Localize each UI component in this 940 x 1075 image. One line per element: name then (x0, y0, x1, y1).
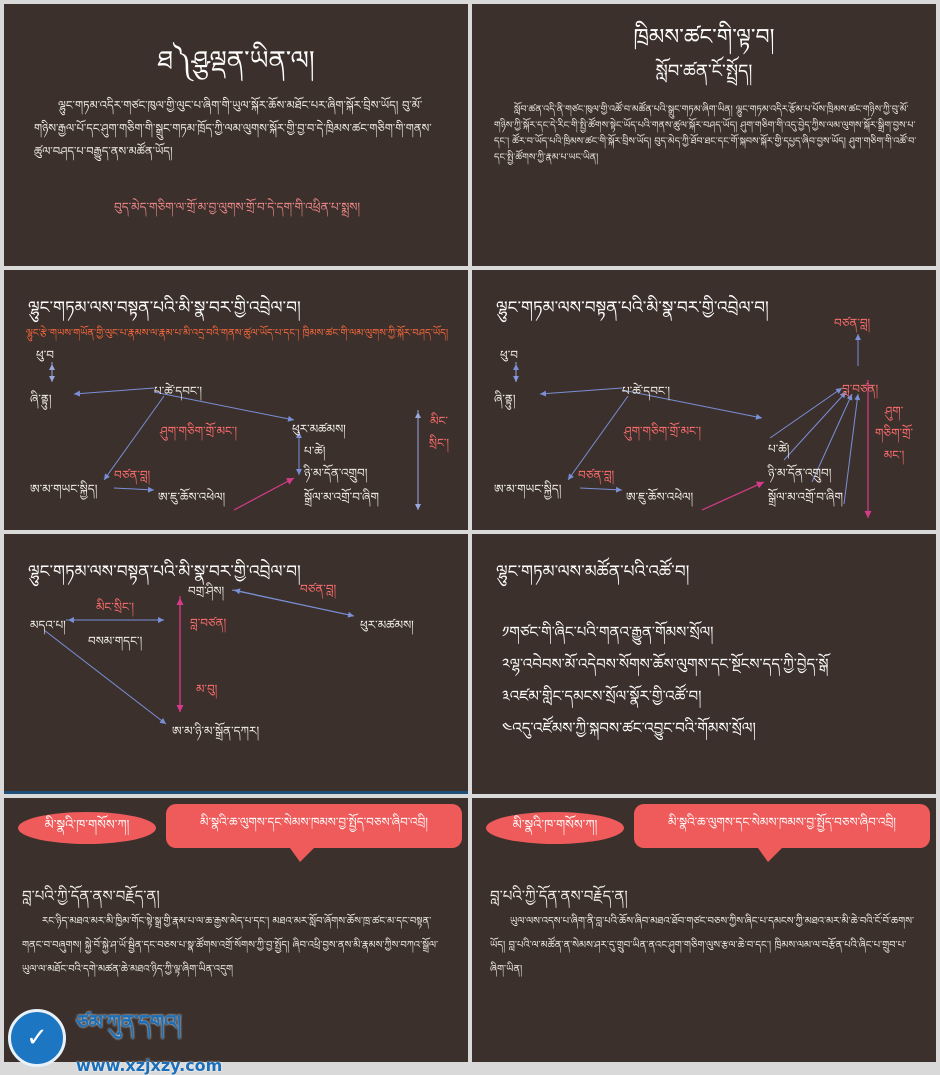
bubble-tail (290, 848, 314, 862)
life-item-4: ༤འདུ་འཛོམས་ཀྱི་སྐབས་ཚང་འབྱུང་བའི་གོམས་སྲོལ། (502, 719, 756, 737)
slide-heading: ལྷུང་གཏམ་ལས་བསྟན་པའི་མི་སྣ་བར་གྱི་འབྲེལ་བ། (496, 298, 769, 318)
bubble-tail (758, 848, 782, 862)
logo-url: www.xzjxzy.com (76, 1056, 223, 1075)
slide-bottom-bar (4, 791, 468, 794)
node-aju: ཨ་ཇུ་ཆོས་འཕེལ། (626, 490, 694, 504)
relations-note: ལྷུང་རྩེ་གཡས་གཡོན་གྱི་ལུང་པ་རྣམས་ལ་རྣམ་པ་མི་འདྲ་བའི་གནས་ཚུལ་ཡོད་པ་དང་། ཁྲིམས་ཚང་གི་ལམ་ལུགས་ཀྱི་སྐོར་བཤད་ཡོད། (26, 328, 449, 339)
slide-title: ཁྲིམས་ཚང་གི་ལྟ་བ། (633, 25, 775, 50)
node-ama: ཨ་མ་གཡང་སྐྱིད། (30, 482, 98, 496)
section-bubble: མི་སྣའི་ཆ་ལུགས་དང་སེམས་ཁམས་བྱ་སྤྱོད་བཅས་ཞིབ་འབྲི། (634, 804, 930, 848)
node-zhinyu: ཞི་ནྟུ། (494, 392, 516, 406)
slide-intro (4, 4, 468, 266)
label-tsenla-top: བཙན་བླ། (834, 316, 871, 330)
life-item-1: ༡གཙང་གི་ཞིང་པའི་གནའ་རྒྱུན་གོམས་སྲོལ། (502, 623, 714, 641)
slide-heading: ལྷུང་གཏམ་ལས་བསྟན་པའི་མི་སྣ་བར་གྱི་འབྲེལ་བ། (28, 562, 301, 582)
characters-paragraph: ཡུལ་ལས་འདས་པ་ཞིག་ནི་བླ་པའི་ཆོས་ཞིབ་མཐའ་ཐོབ་གཙང་བཅས་ཀྱིས་ཞིང་པ་དམངས་ཀྱི་མཐའ་མར་མི་ཆེ་བའི་ངོ་བོ་ཆགས་ཡོད། བླ་པའི་ལ་མཚོན་ན་སེམས་ཤར་དུ་གྲུབ་ཡིན་ནའང་ཤུག་གཅིག་ལུས་རྩལ་ཆེ་བ་དང་། ཁྲིམས་ལམ་ལ་བརྩོན་པའི་ཞིང་པ་གྲུབ་པ་ཞིག་ཡིན། (490, 916, 915, 975)
slide-relations-2 (472, 270, 936, 530)
logo-name: ཙམ་ཀུན་དགའ། (76, 1010, 182, 1034)
node-patse: པ་ཚེ། (304, 444, 326, 458)
node-nyima: ཉི་མ་དོན་འགྲུབ། (304, 466, 368, 480)
slide-characters-2 (472, 798, 936, 1062)
intro-highlight: བུད་མེད་གཅིག་ལ་གྲོ་མ་བྱ་ལུགས་གྲོ་བ་དེ་དག་གི་འཕྲིན་པ་སྨྲས། (114, 200, 361, 214)
slide-life (472, 534, 936, 794)
label-shug: ཤུག་གཅིག་གྲོ་མང་། (160, 424, 238, 438)
node-nyima: ཉི་མ་དོན་འགྲུབ། (768, 466, 832, 480)
node-dapa: མདའ་པ། (30, 618, 66, 632)
label-tsenla: བཙན་བླ། (578, 468, 615, 482)
relation-arrows (4, 534, 468, 794)
label-latsen: བླ་བཙན། (842, 382, 879, 396)
node-phurtsam: ཕུར་མཚམས། (292, 422, 346, 436)
slide-title: ཐ༽ཤྩལྡན་ཡིན་ལ། (157, 46, 315, 76)
label-mingsring: མིང་སྲིང་། (428, 414, 450, 450)
node-patsewang: པ་ཚེ་དབང་། (622, 384, 671, 398)
subheading: བླ་པའི་ཀྱི་དོན་ནས་བརྗོད་ན། (490, 887, 628, 905)
intro-paragraph: ལྷུང་གཏམ་འདིར་གཙང་ཁུལ་གྱི་ལུང་པ་ཞིག་གི་ཡུལ་སྐོར་ཆོས་མཐོང་པར་ཞིག་སྐོར་བྲིས་ཡོད། བུ་མོ་གཉིས་རྒྱལ་པོ་དང་ཤུག་གཅིག་གི་སྒྲུང་གཏམ་ཁྲོད་ཀྱི་ལམ་ལུགས་སྐོར་གྱི་བྱ་བ་དེ་ཁྲིམས་ཚང་གཅིག་གི་གནས་ཚུལ་བཤད་པ་བརྒྱུད་ནས་མཚོན་ཡོད། (34, 98, 432, 158)
overview-paragraph: སློབ་ཚན་འདི་ནི་གཙང་ཁུལ་གྱི་འཚོ་བ་མཚོན་པའི་སྒྲུང་གཏམ་ཞིག་ཡིན། ལྷུང་གཏམ་འདིར་རྩོམ་པ་པོས་ཁྲིམས་ཚང་གཉིས་ཀྱི་བུ་མོ་གཉིས་ཀྱི་སྐོར་དང་དེ་རིང་གི་སྤྱི་ཚོགས་སྟེང་ཡོད་པའི་གནས་ཚུལ་སྐོར་བཤད་ཡོད། ཤུག་གཅིག་གི་འདུ་བྱེད་ཀྱིས་ལམ་ལུགས་སྐོར་སྒྲིག་བྱས་པ་དང་། ཚོར་བ་ཡོད་པའི་ཁྲིམས་ཚང་གི་སྐོར་བྲིས་ཡོད། བུད་མེད་ཀྱི་ཐོབ་ཐང་དང་གོ་སྐབས་སྐོར་གྱི་དཔྱད་ཞིབ་བྱས་ཡོད། ཤུག་གཅིག་གི་འཚོ་བ་དང་སྤྱི་ཚོགས་ཀྱི་རྣམ་པ་ཡང་ཡིན། (494, 104, 917, 163)
node-phurtsam: ཕུར་མཚམས། (360, 618, 414, 632)
label-tsenla: བཙན་བླ། (114, 468, 151, 482)
node-ama: ཨ་མ་གཡང་སྐྱིད། (494, 482, 562, 496)
subheading: བླ་པའི་ཀྱི་དོན་ནས་བརྗོད་ན། (22, 887, 160, 905)
node-puwa: ཕུ་བ (500, 348, 518, 362)
node-trashi: བགྲ་ཤིས། (188, 584, 225, 598)
characters-paragraph: རང་ཉིད་མཐའ་མར་མི་ཁྱིམ་གོང་སྟེ་སྒྲ་གྱི་རྣམ་པ་ལ་ཆ་རྒྱས་མེད་པ་དང་། མཐའ་མར་སློབ་ཞོགས་ཆོས་ཁྲ་ཚང་མ་དང་བསྟན་གནང་བ་བཞུགས། སྐྱེ་བོ་སྐྱེ་ཤ་ཡོ་སྦྱིན་དང་བཅས་པ་སྣ་ཚོགས་འགྲོ་སོགས་ཀྱི་བྱ་སྤྱོད། ཞིབ་འཕྲི་བྱས་ནས་མི་རྣམས་ཀྱིས་བཀའ་སྒྲོལ་ཡུལ་ལ་མཐོང་བའི་དགེ་མཚན་ཆེ་མཐའ་ཉིད་ཀྱི་ལྟ་ཞིག་ཡིན་འདུག (22, 916, 439, 975)
slide-heading: ལྷུང་གཏམ་ལས་བསྟན་པའི་མི་སྣ་བར་གྱི་འབྲེལ་བ། (28, 298, 301, 318)
label-mingsring: མིང་སྲིང་། (96, 600, 135, 614)
node-patsewang: པ་ཚེ་དབང་། (154, 384, 203, 398)
slide-relations-1 (4, 270, 468, 530)
node-aju: ཨ་ཇུ་ཆོས་འཕེལ། (158, 490, 226, 504)
slide-heading: ལྷུང་གཏམ་ལས་མཚོན་པའི་འཚོ་བ། (496, 562, 690, 582)
label-latsen: བླ་བཙན། (190, 616, 227, 630)
node-puwa: ཕུ་བ (36, 348, 54, 362)
slide-overview (472, 4, 936, 266)
node-drolma: སྒྲོལ་མ་འགྲོ་བ་ཞིག (768, 490, 843, 504)
slide-subtitle: སློབ་ཚན་ངོ་སྤྲོད། (655, 61, 753, 82)
logo-check-icon: ✓ (8, 1009, 66, 1067)
label-tsenla: བཙན་བླ། (300, 582, 337, 596)
node-drolma: སྒྲོལ་མ་འགྲོ་བ་ཞིག (304, 490, 379, 504)
label-shug: ཤུག་གཅིག་གྲོ་མང་། (624, 424, 702, 438)
section-pill: མི་སྣའི་ཁ་གསོས་ཀ། (18, 812, 156, 844)
label-mabu: མ་བུ། (196, 682, 218, 696)
node-ama-nyima: ཨ་མ་ཉི་མ་སྒྲོན་དཀར། (172, 724, 260, 738)
life-item-3: ༣འཛམ་གླིང་དམངས་སྲོལ་སྣོར་གྱི་འཚོ་བ། (502, 687, 702, 705)
node-zhinyu: ཞི་ནྟུ། (30, 392, 52, 406)
label-shug-vertical: ཤུག་གཅིག་གྲོ་མང་། (874, 404, 914, 462)
section-pill: མི་སྣའི་ཁ་གསོས་ཀ། (486, 812, 624, 844)
slide-relations-3 (4, 534, 468, 794)
life-item-2: ༢ལྷ་འབེབས་མོ་འདེབས་སོགས་ཆོས་ལུགས་དང་སྔོངས་དད་ཀྱི་བྱེད་སྒོ (502, 655, 829, 673)
node-samdang: བསམ་གདང་། (88, 634, 143, 648)
section-bubble: མི་སྣའི་ཆ་ལུགས་དང་སེམས་ཁམས་བྱ་སྤྱོད་བཅས་ཞིབ་འབྲི། (166, 804, 462, 848)
node-patse: པ་ཚེ། (768, 442, 790, 456)
